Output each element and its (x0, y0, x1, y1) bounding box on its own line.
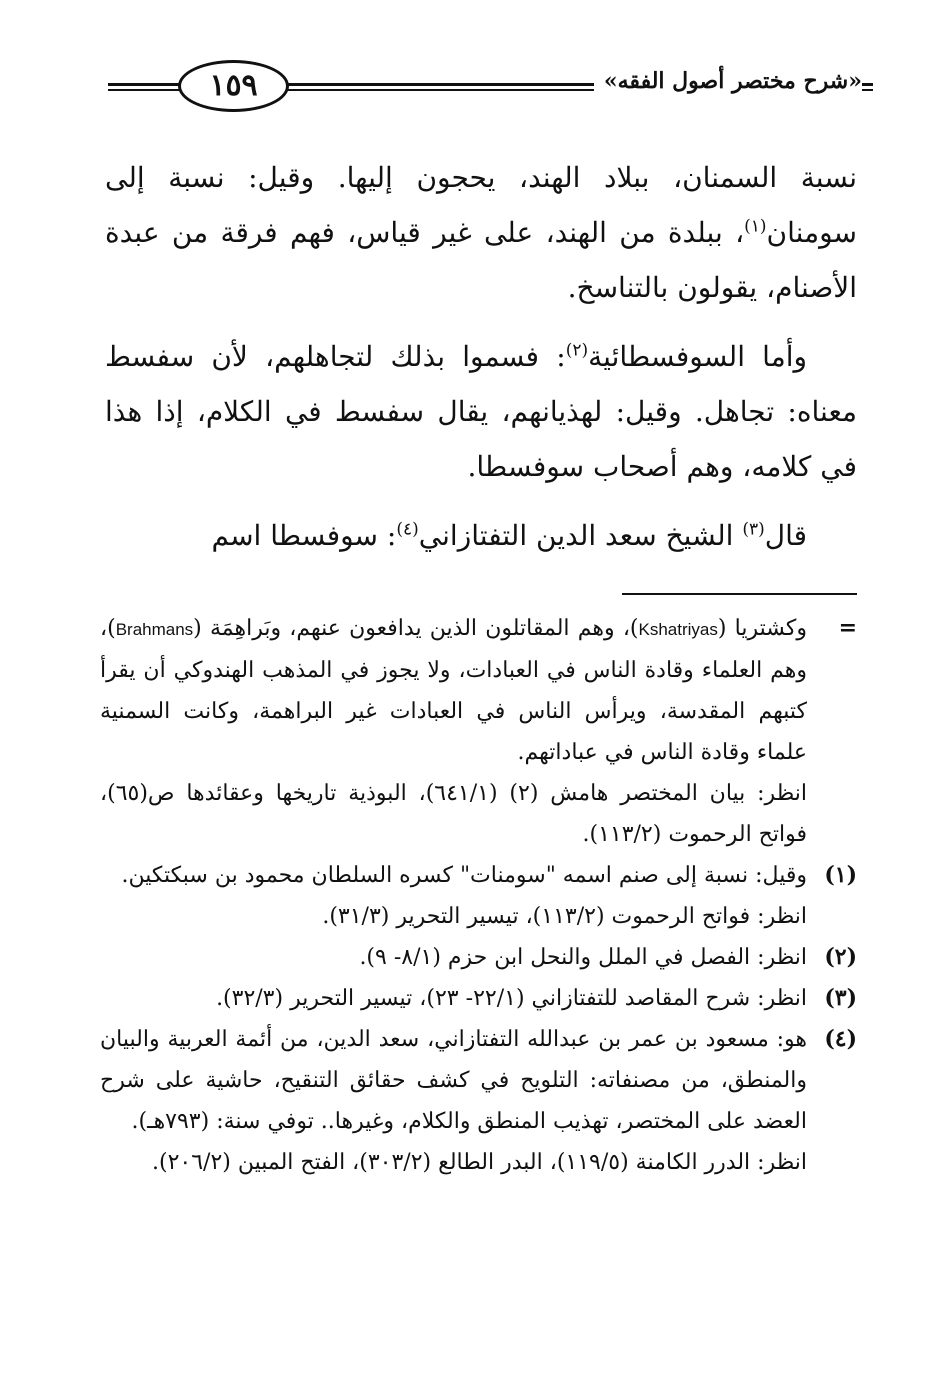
footnotes (100, 608, 857, 1183)
footnote-1-ref: انظر: فواتح الرحموت (١١٣/٢)، تيسير التحرير (٣١/٣). (322, 904, 807, 929)
footnote-continued: = وكشتريا (Kshatriyas)، وهم المقاتلون الذين يدافعون عنهم، وبَراهِمَة (Brahmans)، وهم العلماء وقادة الناس في العبادات، ولا يجوز في المذهب الهندوكي أن يقرأ كتبهم المقدسة، ويرأس الناس في العبادات غير البراهمة، وكانت السمنية علماء وقادة الناس في عباداتهم. انظر: بيان المختصر هامش (٢) (٦٤١/١)، البوذية تاريخها وعقائدها ص(٦٥)، فواتح الرحموت (١١٣/٢). (100, 608, 857, 855)
paragraph-3: قال$^{(٣)}$ الشيخ سعد الدين التفتازاني$^{(٤)}$: سوفسطا اسم (211, 519, 807, 552)
footnote-3-mark: (٣) (824, 985, 857, 1011)
footnote-ref-2[interactable]: (٢) (565, 340, 589, 361)
footnote-ref-4[interactable]: (٤) (396, 519, 419, 540)
paragraph-2: وأما السوفسطائية$^{(٢)}$: فسموا بذلك لتجاهلهم، لأن سفسط معناه: تجاهل. وقيل: لهذيانهم، يقال سفسط في الكلام، إذا هذا في كلامه، وهم أصحاب سوفسطا. (105, 340, 857, 483)
continuation-mark: = (838, 615, 857, 641)
paragraph-1: نسبة السمنان، ببلاد الهند، يحجون إليها. وقيل: نسبة إلى سومنان$^{(١)}$، ببلدة من الهند، على غير قياس، فهم فرقة من عبدة الأصنام، يقولون بالتناسخ. (105, 161, 857, 304)
footnote-1: (١) وقيل: نسبة إلى صنم اسمه "سومنات" كسره السلطان محمود بن سبكتكين. انظر: فواتح الرحموت (١١٣/٢)، تيسير التحرير (٣١/٣). (100, 855, 857, 937)
footnote-4-ref: انظر: الدرر الكامنة (١١٩/٥)، البدر الطالع (٣٠٣/٢)، الفتح المبين (٢٠٦/٢). (152, 1150, 807, 1175)
footnote-ref-3[interactable]: (٣) (742, 519, 765, 540)
footnote-4-mark: (٤) (824, 1026, 857, 1052)
footnote-ref-1[interactable]: (١) (744, 216, 767, 237)
page-number: ١٥٩ (178, 60, 289, 112)
footnote-2-mark: (٢) (824, 944, 857, 970)
main-text (105, 150, 857, 563)
footnote-3: (٣) انظر: شرح المقاصد للتفتازاني (٢٢/١- ٢٣)، تيسير التحرير (٣٢/٣). (100, 978, 857, 1019)
footnote-separator (622, 593, 857, 595)
footnote-continued-ref: انظر: بيان المختصر هامش (٢) (٦٤١/١)، البوذية تاريخها وعقائدها ص(٦٥)، فواتح الرحموت (١١٣/٢). (100, 781, 807, 847)
running-title: «شرح مختصر أصول الفقه» (594, 68, 862, 94)
footnote-1-mark: (١) (824, 862, 857, 888)
footnote-2: (٢) انظر: الفصل في الملل والنحل ابن حزم (٨/١- ٩). (100, 937, 857, 978)
footnote-4: (٤) هو: مسعود بن عمر بن عبدالله التفتازاني، سعد الدين، من أئمة العربية والبيان والمنطق، من مصنفاته: التلويح في كشف حقائق التنقيح، حاشية على شرح العضد على المختصر، تهذيب المنطق والكلام، وغيرها.. توفي سنة: (٧٩٣هـ). انظر: الدرر الكامنة (١١٩/٥)، البدر الطالع (٣٠٣/٢)، الفتح المبين (٢٠٦/٢). (100, 1019, 857, 1183)
